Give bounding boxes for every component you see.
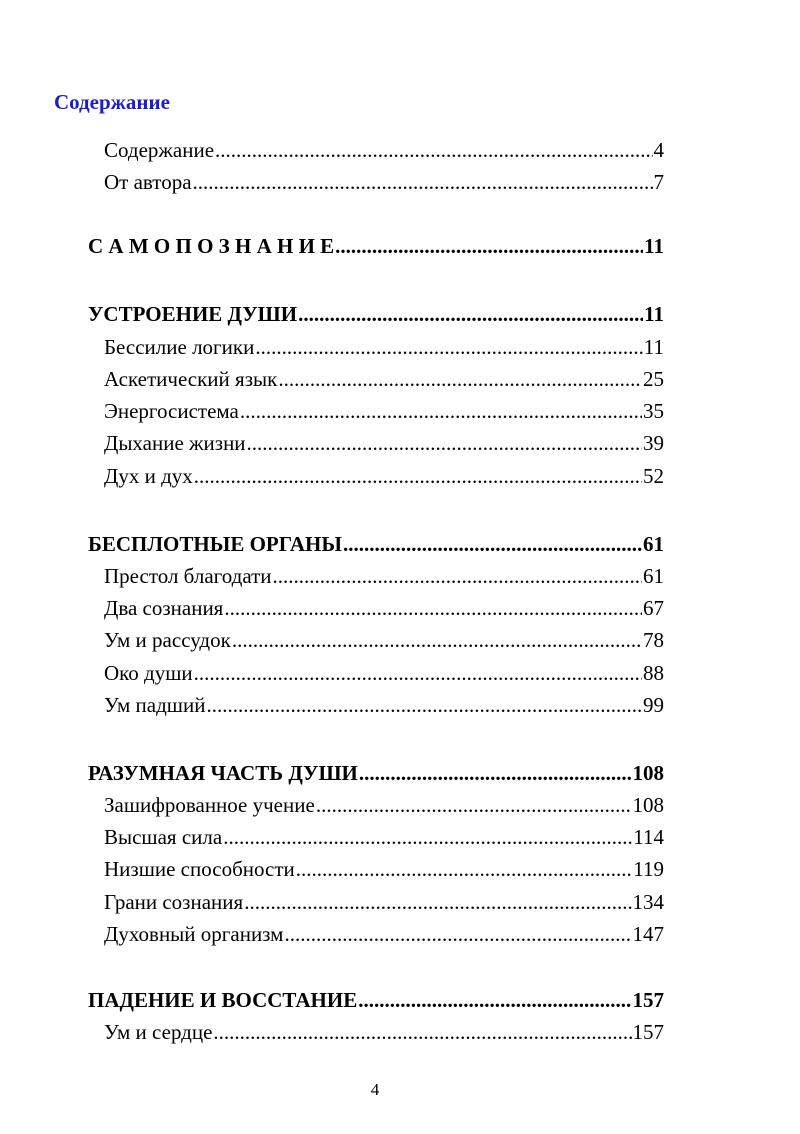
dot-leader — [343, 532, 642, 557]
toc-entry-page: 108 — [632, 793, 664, 817]
dot-leader — [223, 825, 632, 850]
toc-entry-title: Бессилие логики — [104, 335, 255, 359]
toc-entry-page: 134 — [632, 890, 664, 914]
toc-section-page: 11 — [644, 234, 664, 258]
toc-entry-page: 25 — [643, 367, 664, 391]
toc-entry-title: Ум и сердце — [104, 1020, 213, 1044]
toc-entry[interactable] — [104, 399, 664, 424]
toc-section-title: БЕСПЛОТНЫЕ ОРГАНЫ — [88, 532, 342, 556]
toc-section-page: 11 — [644, 302, 664, 326]
dot-leader — [335, 234, 643, 259]
toc-entry-page: 78 — [643, 628, 664, 652]
toc-entry-title: Око души — [104, 661, 193, 685]
toc-entry[interactable] — [104, 367, 664, 392]
toc-entry[interactable] — [104, 857, 664, 882]
toc-entry-page: 52 — [643, 464, 664, 488]
dot-leader — [240, 399, 642, 424]
dot-leader — [224, 596, 642, 621]
toc-section-page: 108 — [632, 761, 664, 785]
toc-section[interactable] — [88, 302, 664, 327]
toc-entry[interactable] — [104, 825, 664, 850]
toc-entry[interactable] — [104, 138, 664, 163]
toc-entry-title: Грани сознания — [104, 890, 244, 914]
toc-entry-page: 114 — [633, 825, 664, 849]
toc-entry-page: 157 — [632, 1020, 664, 1044]
dot-leader — [296, 857, 633, 882]
toc-entry-title: Содержание — [104, 138, 215, 162]
page-number: 4 — [370, 1080, 380, 1099]
toc-section-title: УСТРОЕНИЕ ДУШИ — [88, 302, 298, 326]
toc-section[interactable] — [88, 988, 664, 1013]
dot-leader — [247, 431, 642, 456]
toc-entry[interactable] — [104, 564, 664, 589]
dot-leader — [194, 464, 642, 489]
toc-entry-title: Дыхание жизни — [104, 431, 246, 455]
toc-section-title: С А М О П О З Н А Н И Е — [88, 234, 335, 258]
toc-entry-page: 61 — [643, 564, 664, 588]
dot-leader — [298, 302, 643, 327]
toc-entry[interactable] — [104, 661, 664, 686]
toc-entry-title: Низшие способности — [104, 857, 295, 881]
toc-entry-page: 4 — [653, 138, 664, 162]
dot-leader — [278, 367, 642, 392]
dot-leader — [213, 1020, 631, 1045]
toc-entry-page: 147 — [632, 922, 664, 946]
toc-section[interactable] — [88, 234, 664, 259]
toc-entry-page: 35 — [643, 399, 664, 423]
toc-entry-title: Высшая сила — [104, 825, 223, 849]
dot-leader — [244, 890, 631, 915]
toc-entry-page: 119 — [633, 857, 664, 881]
dot-leader — [232, 628, 642, 653]
toc-heading: Содержание — [54, 90, 170, 114]
toc-entry-page: 7 — [653, 170, 664, 194]
dot-leader — [255, 335, 642, 360]
toc-entry-title: Престол благодати — [104, 564, 272, 588]
toc-entry[interactable] — [104, 431, 664, 456]
dot-leader — [194, 661, 642, 686]
toc-section[interactable] — [88, 532, 664, 557]
dot-leader — [316, 793, 632, 818]
dot-leader — [215, 138, 652, 163]
toc-entry[interactable] — [104, 922, 664, 947]
toc-entry-title: Ум и рассудок — [104, 628, 231, 652]
toc-entry[interactable] — [104, 793, 664, 818]
toc-entry-title: Энергосистема — [104, 399, 239, 423]
toc-entry[interactable] — [104, 170, 664, 195]
toc-entry-page: 39 — [643, 431, 664, 455]
toc-entry-page: 99 — [643, 693, 664, 717]
toc-entry-page: 11 — [643, 335, 664, 359]
toc-entry-title: Дух и дух — [104, 464, 193, 488]
toc-section-title: ПАДЕНИЕ И ВОССТАНИЕ — [88, 988, 358, 1012]
dot-leader — [273, 564, 642, 589]
toc-entry-title: Ум падший — [104, 693, 206, 717]
toc-entry-title: Духовный организм — [104, 922, 284, 946]
toc-section-title: РАЗУМНАЯ ЧАСТЬ ДУШИ — [88, 761, 358, 785]
toc-section[interactable] — [88, 761, 664, 786]
toc-entry[interactable] — [104, 335, 664, 360]
toc-entry-page: 88 — [643, 661, 664, 685]
toc-entry[interactable] — [104, 596, 664, 621]
dot-leader — [284, 922, 631, 947]
dot-leader — [206, 693, 642, 718]
toc-section-page: 61 — [643, 532, 664, 556]
dot-leader — [193, 170, 653, 195]
toc-entry[interactable] — [104, 464, 664, 489]
toc-entry[interactable] — [104, 890, 664, 915]
dot-leader — [358, 988, 631, 1013]
toc-entry-title: Аскетический язык — [104, 367, 278, 391]
toc-section-page: 157 — [632, 988, 664, 1012]
toc-entry[interactable] — [104, 693, 664, 718]
toc-entry-title: Два сознания — [104, 596, 224, 620]
toc-entry-page: 67 — [643, 596, 664, 620]
toc-entry[interactable] — [104, 1020, 664, 1045]
toc-entry-title: От автора — [104, 170, 192, 194]
toc-entry-title: Зашифрованное учение — [104, 793, 315, 817]
dot-leader — [359, 761, 632, 786]
toc-entry[interactable] — [104, 628, 664, 653]
